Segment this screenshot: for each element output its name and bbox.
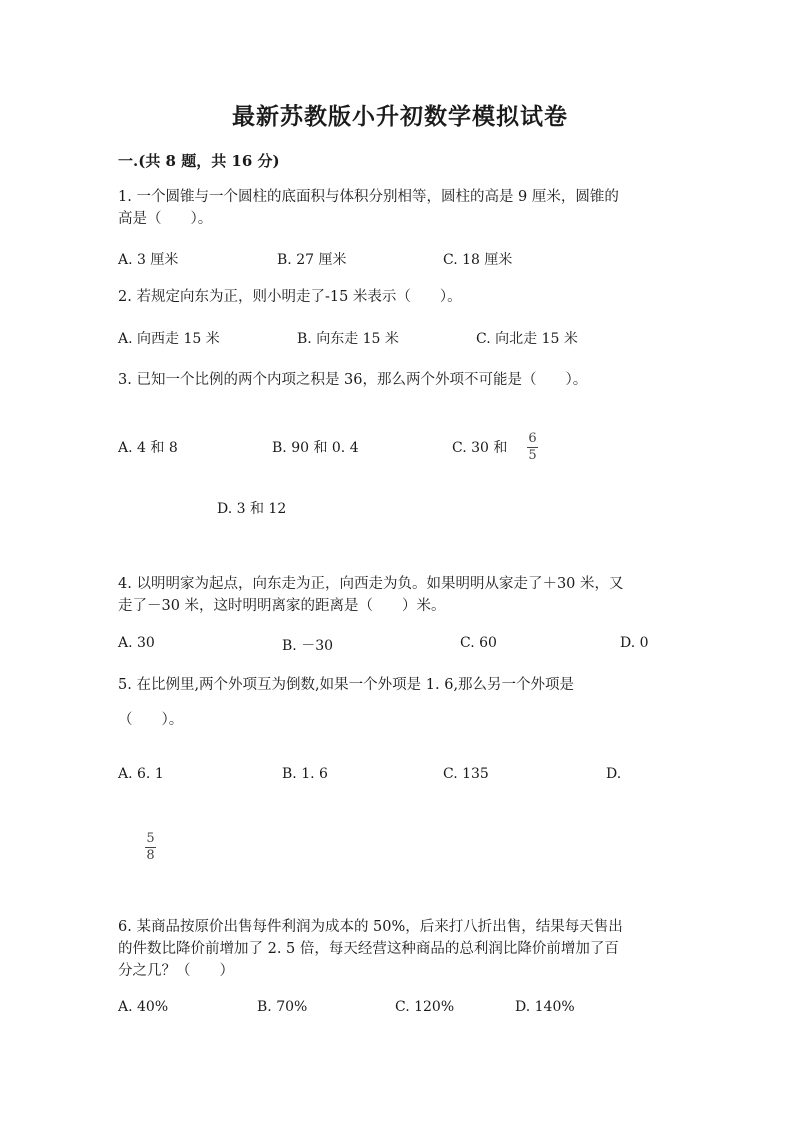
question-4-text-line2: 走了－30 米，这时明明离家的距离是（ ）米。 — [118, 598, 446, 614]
question-6-text-line3: 分之几？（ ） — [118, 963, 234, 979]
question-1-option-b: B. 27 厘米 — [277, 252, 347, 268]
page-title: 最新苏教版小升初数学模拟试卷 — [232, 103, 568, 130]
question-4-option-d: D. 0 — [620, 635, 649, 651]
question-3-option-c-fraction — [527, 432, 538, 463]
question-3-option-a: A. 4 和 8 — [118, 440, 178, 456]
fraction-denominator: 5 — [528, 448, 537, 463]
fraction-denominator: 8 — [146, 848, 155, 863]
question-6-option-a: A. 40% — [118, 999, 169, 1015]
question-1-text-line2: 高是（ ）。 — [118, 211, 213, 227]
question-5-option-d: D. — [606, 766, 622, 782]
question-5-text-line2: （ ）。 — [118, 712, 184, 728]
question-2-text-line1: 2. 若规定向东为正，则小明走了-15 米表示（ ）。 — [118, 289, 462, 305]
question-2-option-a: A. 向西走 15 米 — [118, 331, 220, 347]
fraction-numerator: 6 — [528, 431, 537, 446]
question-4-text-line1: 4. 以明明家为起点，向东走为正，向西走为负。如果明明从家走了＋30 米，又 — [118, 576, 624, 592]
question-6-text-line1: 6. 某商品按原价出售每件利润为成本的 50%，后来打八折出售，结果每天售出 — [118, 919, 623, 935]
question-1-text-line1: 1. 一个圆锥与一个圆柱的底面积与体积分别相等，圆柱的高是 9 厘米，圆锥的 — [118, 189, 619, 205]
question-5-option-b: B. 1. 6 — [282, 766, 328, 782]
question-5-option-c: C. 135 — [443, 766, 489, 782]
question-6-text-line2: 的件数比降价前增加了 2. 5 倍，每天经营这种商品的总利润比降价前增加了百 — [118, 941, 619, 957]
fraction-numerator: 5 — [146, 831, 155, 846]
question-1-option-a: A. 3 厘米 — [118, 252, 179, 268]
question-3-option-d: D. 3 和 12 — [217, 501, 287, 517]
question-3-option-c: C. 30 和 — [452, 440, 508, 456]
question-3-option-b: B. 90 和 0. 4 — [272, 440, 359, 456]
question-4-option-a: A. 30 — [118, 635, 155, 651]
question-2-option-b: B. 向东走 15 米 — [297, 331, 399, 347]
question-6-option-c: C. 120% — [395, 999, 455, 1015]
question-3-text-line1: 3. 已知一个比例的两个内项之积是 36，那么两个外项不可能是（ ）。 — [118, 372, 588, 388]
question-2-option-c: C. 向北走 15 米 — [476, 331, 578, 347]
question-5-option-a: A. 6. 1 — [118, 766, 164, 782]
question-4-option-c: C. 60 — [460, 635, 497, 651]
question-6-option-d: D. 140% — [515, 999, 575, 1015]
question-4-option-b: B. －30 — [282, 638, 334, 654]
question-5-text-line1: 5. 在比例里,两个外项互为倒数,如果一个外项是 1. 6,那么另一个外项是 — [118, 677, 575, 693]
question-5-option-d-fraction — [145, 832, 156, 863]
question-1-option-c: C. 18 厘米 — [443, 252, 513, 268]
question-6-option-b: B. 70% — [257, 999, 308, 1015]
section-heading: 一.(共 8 题，共 16 分) — [118, 152, 280, 170]
